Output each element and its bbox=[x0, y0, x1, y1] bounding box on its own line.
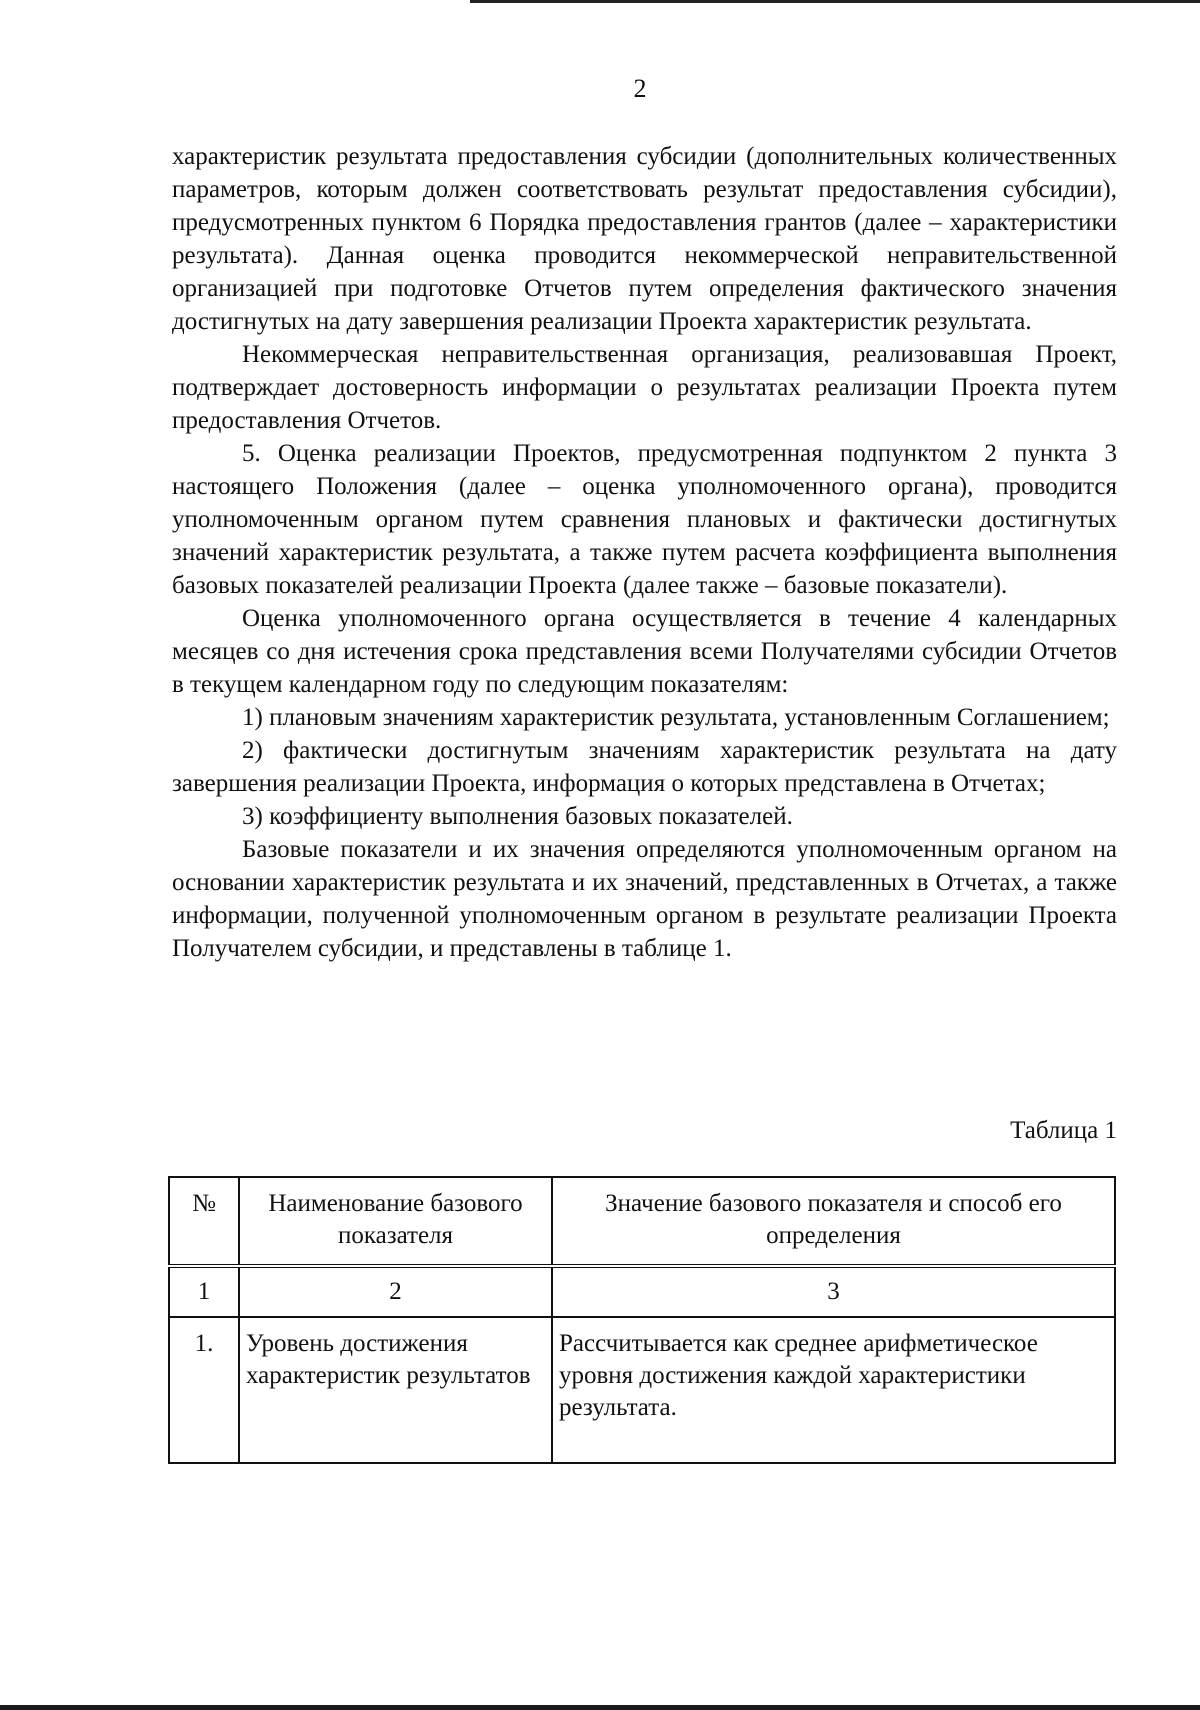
document-body bbox=[172, 140, 1117, 965]
scan-edge-top bbox=[470, 0, 1200, 3]
row-number: 1. bbox=[169, 1317, 239, 1463]
column-number-row bbox=[169, 1266, 1115, 1317]
table-row bbox=[169, 1317, 1115, 1463]
paragraph-1: характеристик результата предоставления субсидии (дополнительных количественных параметров, которым должен соответствовать результат предоставления субсидии), предусмотренных пунктом 6 Порядка предоставления грантов (далее – характеристики результата). Данная оценка проводится некоммерческой неправительственной организацией при подготовке Отчетов путем определения фактического значения достигнутых на дату завершения реализации Проекта характеристик результата. bbox=[172, 143, 1117, 335]
paragraph-3: 5. Оценка реализации Проектов, предусмотренная подпунктом 2 пункта 3 настоящего Положения (далее – оценка уполномоченного органа), проводится уполномоченным органом путем сравнения плановых и фактически достигнутых значений характеристик результата, а также путем расчета коэффициента выполнения базовых показателей реализации Проекта (далее также – базовые показатели). bbox=[172, 440, 1117, 599]
header-number: № bbox=[169, 1177, 239, 1266]
paragraph-2: Некоммерческая неправительственная организация, реализовавшая Проект, подтверждает достоверность информации о результатах реализации Проекта путем предоставления Отчетов. bbox=[172, 341, 1117, 434]
column-number-1: 1 bbox=[169, 1266, 239, 1317]
column-number-2: 2 bbox=[239, 1266, 552, 1317]
list-item-2: 2) фактически достигнутым значениям характеристик результата на дату завершения реализации Проекта, информация о которых представлена в Отчетах; bbox=[172, 737, 1117, 797]
header-indicator-value: Значение базового показателя и способ его определения bbox=[552, 1177, 1115, 1266]
list-item-1: 1) плановым значениям характеристик результата, установленным Соглашением; bbox=[242, 704, 1110, 731]
paragraph-5: Базовые показатели и их значения определяются уполномоченным органом на основании характеристик результата и их значений, представленных в Отчетах, а также информации, полученной уполномоченным органом в результате реализации Проекта Получателем субсидии, и представлены в таблице 1. bbox=[172, 836, 1117, 962]
indicators-table bbox=[168, 1176, 1116, 1464]
page-number: 2 bbox=[633, 74, 647, 103]
column-number-3: 3 bbox=[552, 1266, 1115, 1317]
list-item-3: 3) коэффициенту выполнения базовых показателей. bbox=[242, 803, 793, 830]
scan-edge-bottom bbox=[0, 1705, 1200, 1710]
paragraph-4: Оценка уполномоченного органа осуществляется в течение 4 календарных месяцев со дня истечения срока представления всеми Получателями субсидии Отчетов в текущем календарном году по следующим показателям: bbox=[172, 605, 1117, 698]
table-header-row bbox=[169, 1177, 1115, 1266]
row-indicator-name: Уровень достижения характеристик результатов bbox=[239, 1317, 552, 1463]
table-caption: Таблица 1 bbox=[1010, 1117, 1117, 1144]
header-indicator-name: Наименование базового показателя bbox=[239, 1177, 552, 1266]
row-indicator-value: Рассчитывается как среднее арифметическое уровня достижения каждой характеристики результата. bbox=[552, 1317, 1115, 1463]
